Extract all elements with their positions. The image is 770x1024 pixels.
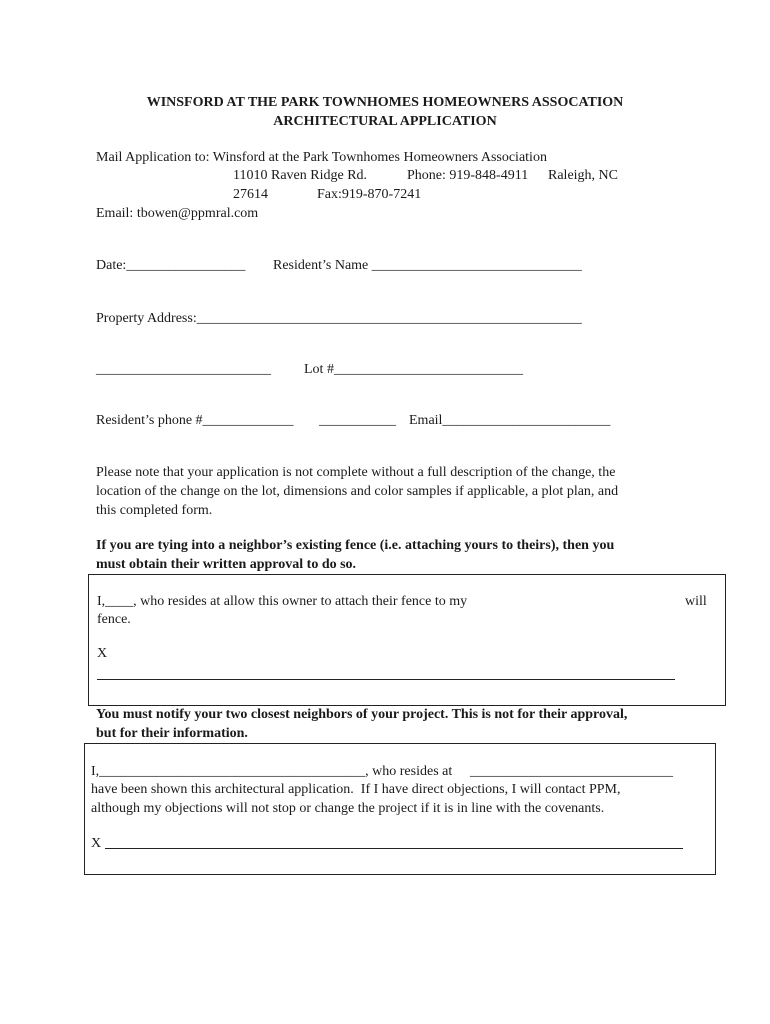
blank-field[interactable]: _________________________ [96,362,271,377]
neighbor-signature-x: X [91,836,102,851]
neighbor-heading-line-2: but for their information. [96,726,248,741]
fence-box-line-2: fence. [97,612,131,627]
resident-name-field[interactable]: Resident’s Name ______________________________ [273,258,582,273]
fence-signature-x: X [97,646,108,661]
neighbor-signature-line[interactable] [105,848,683,849]
document-subtitle: ARCHITECTURAL APPLICATION [273,114,497,129]
document-title: WINSFORD AT THE PARK TOWNHOMES HOMEOWNERS ASSOCATION [146,95,624,110]
neighbor-box-line-2: have been shown this architectural application. If I have direct objections, I will contact PPM, [91,782,621,797]
fence-box-will: will [685,594,707,609]
neighbor-address-field[interactable]: _____________________________ [470,764,673,779]
note-line-3: this completed form. [96,503,213,518]
mail-email: Email: tbowen@ppmral.com [96,206,259,221]
mail-fax: Fax:919-870-7241 [317,187,422,202]
mail-to-line: Mail Application to: Winsford at the Park Townhomes Homeowners Association [96,150,547,165]
mail-phone: Phone: 919-848-4911 [407,168,529,183]
mail-city: Raleigh, NC [548,168,618,183]
note-line-2: location of the change on the lot, dimensions and color samples if applicable, a plot plan, and [96,484,619,499]
neighbor-box-line-1: I,______________________________________, who resides at [91,764,453,779]
resident-phone-field-2[interactable]: ___________ [319,413,396,428]
neighbor-heading-line-1: You must notify your two closest neighbors of your project. This is not for their approval, [96,707,628,722]
fence-heading-line-2: must obtain their written approval to do so. [96,557,357,572]
fence-heading-line-1: If you are tying into a neighbor’s existing fence (i.e. attaching yours to theirs), then you [96,538,615,553]
date-field[interactable]: Date:_________________ [96,258,246,273]
note-line-1: Please note that your application is not complete without a full description of the change, the [96,465,616,480]
property-address-field[interactable]: Property Address:_______________________________________________________ [96,311,582,326]
mail-street: 11010 Raven Ridge Rd. [233,168,368,183]
neighbor-box-line-3: although my objections will not stop or change the project if it is in line with the covenants. [91,801,605,816]
fence-box-line-1: I,____, who resides at allow this owner to attach their fence to my [97,594,468,609]
mail-zip: 27614 [233,187,268,202]
resident-phone-field[interactable]: Resident’s phone #_____________ [96,413,294,428]
fence-signature-line[interactable] [97,679,675,680]
resident-email-field[interactable]: Email________________________ [409,413,611,428]
lot-field[interactable]: Lot #___________________________ [304,362,523,377]
